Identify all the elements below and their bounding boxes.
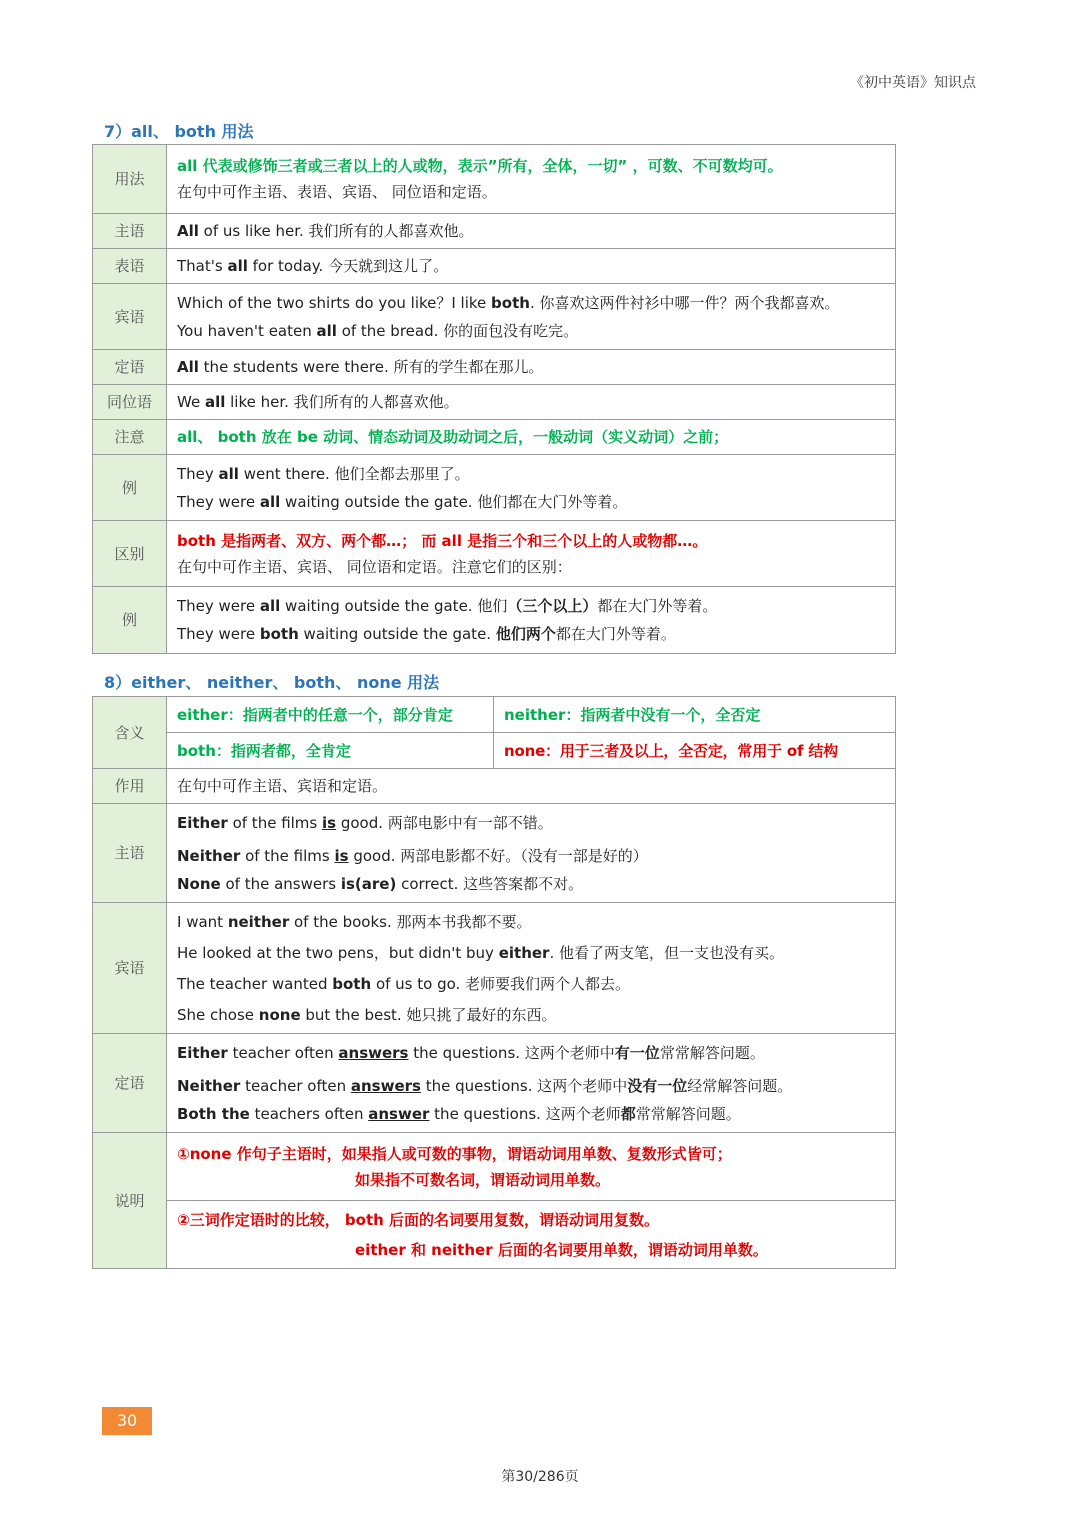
page-footer: 第30/286页 <box>501 1469 579 1485</box>
row-label: 同位语 <box>93 385 167 420</box>
example-sentences <box>167 284 896 350</box>
keyword: all <box>227 257 248 275</box>
row-label: 注意 <box>93 420 167 455</box>
explanation-line: ①none 作句子主语时，如果指人或可数的事物，谓语动词用单数、复数形式皆可； <box>177 1144 732 1163</box>
table-row <box>93 455 896 521</box>
example-sentences <box>167 587 896 654</box>
difference-content <box>167 521 896 587</box>
table-row <box>93 1034 896 1133</box>
example-line: Neither of the films is good. 两部电影都不好。（没有一部是好的） <box>177 846 648 865</box>
row-label: 例 <box>93 587 167 654</box>
row-label: 表语 <box>93 249 167 284</box>
meaning-none: none：用于三者及以上，全否定，常用于 of 结构 <box>494 733 896 769</box>
example-sentences <box>167 804 896 903</box>
keyword: both <box>259 625 299 643</box>
table-row <box>93 697 896 733</box>
row-label: 作用 <box>93 769 167 804</box>
usage-line: all 代表或修饰三者或三者以上的人或物，表示”所有，全体，一切” ，可数、不可数均可。 <box>177 157 783 175</box>
either-neither-table <box>92 696 896 1269</box>
usage-content <box>167 145 896 214</box>
keyword: all <box>259 492 281 511</box>
example-sentences <box>167 1034 896 1133</box>
row-label: 主语 <box>93 214 167 249</box>
sentence-text: for today. 今天就到这儿了。 <box>247 257 449 275</box>
example-line: She chose none but the best. 她只挑了最好的东西。 <box>177 1005 557 1024</box>
table-row <box>93 587 896 654</box>
explanation-line: ②三词作定语时的比较， both 后面的名词要用复数，谓语动词用复数。 <box>177 1210 660 1229</box>
example-line: They were all waiting outside the gate. 他们都在大门外等着。 <box>177 492 628 511</box>
row-label: 例 <box>93 455 167 521</box>
book-title: 《初中英语》知识点 <box>850 75 976 91</box>
example-sentence <box>167 249 896 284</box>
example-line: Both the teachers often answer the questions. 这两个老师都常常解答问题。 <box>177 1104 741 1123</box>
table-row <box>93 521 896 587</box>
table-row <box>93 420 896 455</box>
table-row <box>93 284 896 350</box>
example-sentences <box>167 903 896 1034</box>
all-both-table <box>92 144 896 654</box>
example-line: The teacher wanted both of us to go. 老师要我们两个人都去。 <box>177 974 631 993</box>
example-line: Neither teacher often answers the questions. 这两个老师中没有一位经常解答问题。 <box>177 1076 793 1095</box>
keyword: all <box>259 597 281 615</box>
row-label: 定语 <box>93 1034 167 1133</box>
note-text: all、 both 放在 be 动词、情态动词及助动词之后，一般动词（实义动词）之前； <box>167 420 896 455</box>
example-sentence <box>167 214 896 249</box>
page-number-badge: 30 <box>102 1407 152 1435</box>
example-line: I want neither of the books. 那两本书我都不要。 <box>177 912 532 931</box>
row-label: 说明 <box>93 1133 167 1269</box>
example-line: He looked at the two pens，but didn't buy either. 他看了两支笔，但一支也没有买。 <box>177 943 784 962</box>
row-label: 用法 <box>93 145 167 214</box>
example-sentences <box>167 455 896 521</box>
table-row <box>93 804 896 903</box>
sentence-text: That's <box>177 257 228 275</box>
section-8-title: 8）either、 neither、 both、 none 用法 <box>104 673 440 692</box>
usage-line: 在句中可作主语、表语、宾语、 同位语和定语。 <box>177 183 497 201</box>
table-row <box>93 733 896 769</box>
example-line: Either teacher often answers the questions. 这两个老师中有一位常常解答问题。 <box>177 1043 765 1062</box>
row-label: 宾语 <box>93 903 167 1034</box>
row-label: 主语 <box>93 804 167 903</box>
keyword: all <box>218 464 239 483</box>
meaning-both: both：指两者都，全肯定 <box>167 733 494 769</box>
table-row <box>93 249 896 284</box>
keyword: all <box>316 321 337 340</box>
example-line: Which of the two shirts do you like？I like both. 你喜欢这两件衬衫中哪一件？两个我都喜欢。 <box>177 293 840 312</box>
explanation-line: either 和 neither 后面的名词要用单数，谓语动词用单数。 <box>355 1240 768 1259</box>
explanation-point <box>167 1133 896 1201</box>
section-7-title: 7）all、 both 用法 <box>104 122 254 141</box>
table-row <box>93 769 896 804</box>
keyword: All <box>177 222 199 240</box>
table-row <box>93 350 896 385</box>
meaning-either: either：指两者中的任意一个，部分肯定 <box>167 697 494 733</box>
example-sentence: We all like her. 我们所有的人都喜欢他。 <box>167 385 896 420</box>
table-row <box>93 1133 896 1201</box>
example-line: Either of the films is good. 两部电影中有一部不错。 <box>177 813 553 832</box>
table-row <box>93 903 896 1034</box>
example-line: They all went there. 他们全都去那里了。 <box>177 464 470 483</box>
example-line: They were all waiting outside the gate. 他们（三个以上）都在大门外等着。 <box>177 597 718 615</box>
row-label: 含义 <box>93 697 167 769</box>
function-text: 在句中可作主语、宾语和定语。 <box>167 769 896 804</box>
example-sentence: All the students were there. 所有的学生都在那儿。 <box>167 350 896 385</box>
example-line: They were both waiting outside the gate. 他们两个都在大门外等着。 <box>177 625 676 643</box>
explanation-point <box>167 1201 896 1269</box>
keyword: both <box>491 293 530 312</box>
table-row <box>93 145 896 214</box>
keyword: all <box>204 393 226 411</box>
row-label: 宾语 <box>93 284 167 350</box>
row-label: 区别 <box>93 521 167 587</box>
example-line: You haven't eaten all of the bread. 你的面包没有吃完。 <box>177 321 579 340</box>
row-label: 定语 <box>93 350 167 385</box>
table-row <box>93 1201 896 1269</box>
example-line: None of the answers is(are) correct. 这些答案都不对。 <box>177 874 584 893</box>
keyword: All <box>177 358 199 376</box>
table-row <box>93 385 896 420</box>
difference-line: both 是指两者、双方、两个都…； 而 all 是指三个和三个以上的人或物都…。 <box>177 531 708 550</box>
difference-line: 在句中可作主语、宾语、 同位语和定语。注意它们的区别： <box>177 557 572 576</box>
explanation-line: 如果指不可数名词，谓语动词用单数。 <box>355 1170 611 1189</box>
meaning-neither: neither：指两者中没有一个，全否定 <box>494 697 896 733</box>
table-row <box>93 214 896 249</box>
sentence-text: of us like her. 我们所有的人都喜欢他。 <box>198 222 474 240</box>
